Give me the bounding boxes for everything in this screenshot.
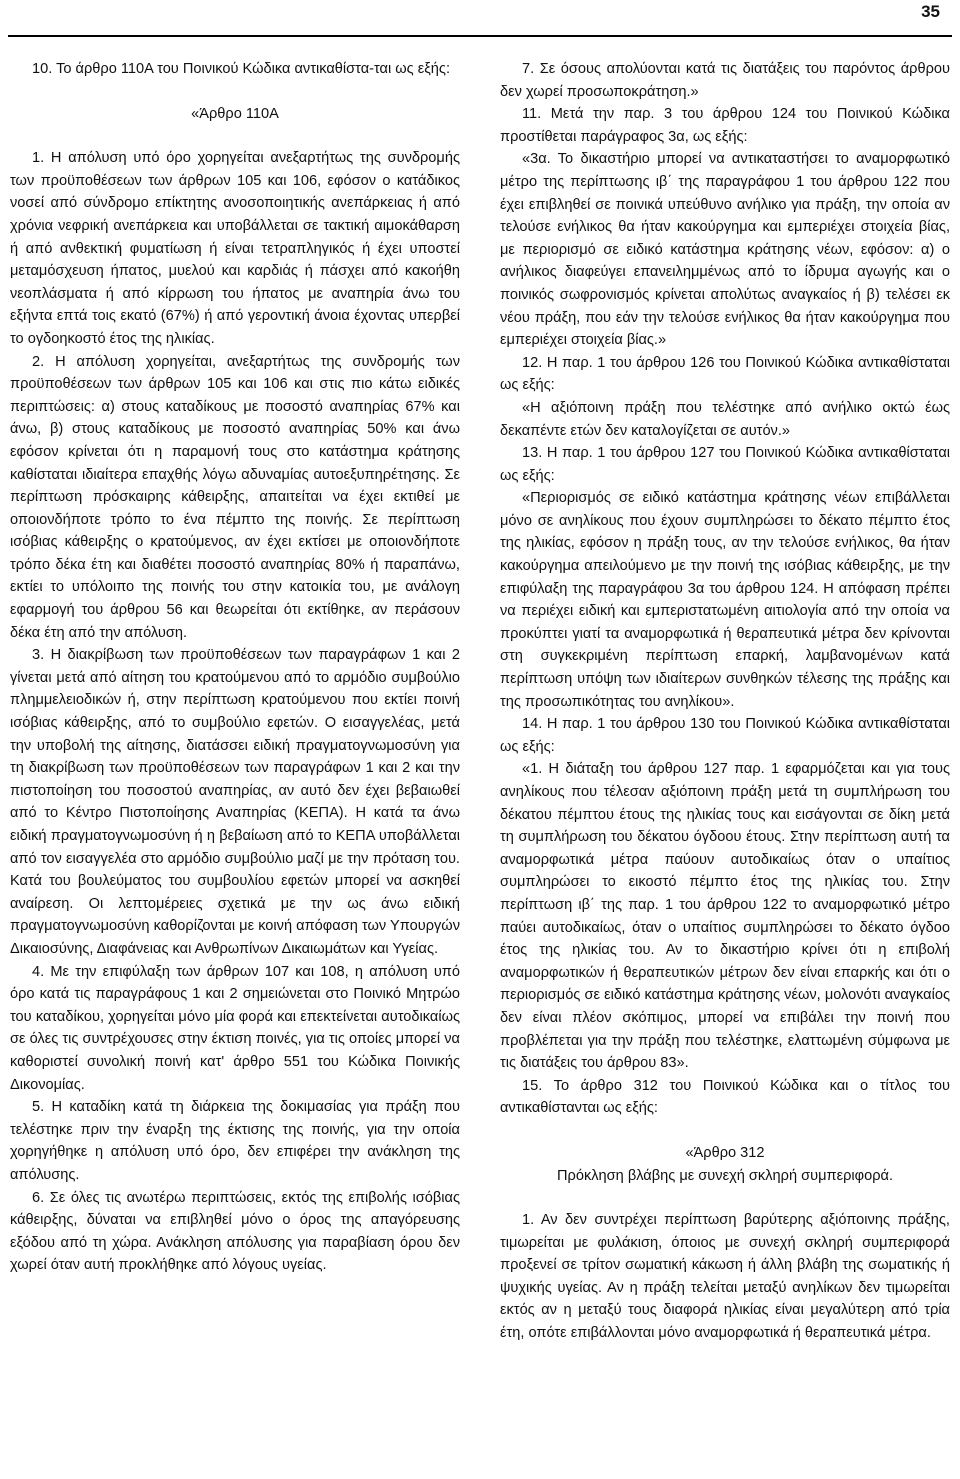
left-column-paragraph: 10. Το άρθρο 110Α του Ποινικού Κώδικα αντικαθίστα-ται ως εξής: — [32, 61, 451, 77]
right-column-paragraph: 7. Σε όσους απολύονται κατά τις διατάξεις του παρόντος άρθρου δεν χωρεί προσωποκράτηση.» — [500, 61, 950, 100]
right-column-paragraph: 14. Η παρ. 1 του άρθρου 130 του Ποινικού Κώδικα αντικαθίσταται ως εξής: — [500, 716, 950, 755]
right-column-paragraph: «Περιορισμός σε ειδικό κατάστημα κράτησης νέων επιβάλλεται μόνο σε ανηλίκους που έχουν συμπληρώσει το δέκατο πέμπτο έτος της ηλικίας, εφόσον η πράξη τους, αν την τελούσε ενήλικος, θα ήταν κακούργημα απειλούμενο με την ποινή της ισόβιας κάθειρξης, με την επιφύλαξη της παραγράφου 3α του άρθρου 124. Η απόφαση πρέπει να περιέχει ειδική και εμπεριστατωμένη αιτιολογία από την οποία να προκύπτει γιατί τα αναμορφωτικά ή θεραπευτικά μέτρα δεν κρίνονται στη συγκεκριμένη περίπτωση επαρκή, λαμβανομένων κατά περίπτωση υπόψη των ιδιαίτερων συνθηκών τέλεσης της πράξης και της προσωπικότητας του ανηλίκου». — [500, 490, 950, 710]
left-column-paragraph: 4. Με την επιφύλαξη των άρθρων 107 και 108, η απόλυση υπό όρο κατά τις παραγράφους 1 και 2 σημειώνεται στο Ποινικό Μητρώο του καταδίκου, χορηγείται μόνο μία φορά και επεκτείνεται αυτοδικαίως σε όλες τις συντρέχουσες στην έκτιση ποινές, για τις οποίες μπορεί να καθοριστεί συνολική ποινή κατ' άρθρο 551 του Κώδικα Ποινικής Δικονομίας. — [10, 963, 460, 1093]
right-column — [500, 58, 950, 1345]
left-column — [10, 58, 460, 1277]
left-column-paragraph: 2. Η απόλυση χορηγείται, ανεξαρτήτως της συνδρομής των προϋποθέσεων των άρθρων 105 και 106 και στις πιο κάτω ειδικές περιπτώσεις: α) στους καταδίκους με ποσοστό αναπηρίας 67% και άνω, β) στους καταδίκους με ποσοστό αναπηρίας 50% και άνω εφόσον κρίνεται ότι η παραμονή τους στο κατάστημα κράτησης καθίσταται ιδιαίτερα επαχθής λόγω αδυναμίας αυτοεξυπηρέτησης. Σε περίπτωση πρόσκαιρης κάθειρξης, απαιτείται να έχει εκτιθεί με οποιονδήποτε τρόπο το ένα πέμπτο της ποινής. Σε περίπτωση ισόβιας κάθειρξης ο κρατούμενος, αν έχει εκτίσει με οποιονδήποτε τρόπο δέκα έτη και διαθέτει ποσοστό αναπηρίας 80% ή παραπάνω, εκτίει το υπόλοιπο της ποινής του στην κατοικία του, με ανάλογη εφαρμογή του άρθρου 56 και θεωρείται ότι εκτίθηκε, αν περάσουν δέκα έτη από την απόλυση. — [10, 353, 460, 641]
right-column-paragraph: 11. Μετά την παρ. 3 του άρθρου 124 του Ποινικού Κώδικα προστίθεται παράγραφος 3α, ως εξής: — [500, 106, 950, 145]
right-column-paragraph: 12. Η παρ. 1 του άρθρου 126 του Ποινικού Κώδικα αντικαθίσταται ως εξής: — [500, 354, 950, 394]
right-column-paragraph: «3α. Το δικαστήριο μπορεί να αντικαταστήσει το αναμορφωτικό μέτρο της περίπτωσης ιβ΄ της παραγράφου 1 του άρθρου 122 που έχει επιβληθεί σε ποινικά υπεύθυνο ανήλικο για πράξη, την οποία αν τελούσε ενήλικος θα ήταν κακούργημα και εμπεριέχει στοιχεία βίας, με περιορισμό σε ειδικό κατάστημα κράτησης νέων, εφόσον: α) ο ανήλικος διαφεύγει επανειλημμένως από το ίδρυμα αγωγής και ο ποινικός σωφρονισμός κρίνεται απολύτως αναγκαίος ή β) τελέσει εκ νέου πράξη, που εάν την τελούσε ενήλικος θα ήταν κακούργημα που εμπεριέχει στοιχεία βίας.» — [500, 151, 950, 349]
left-column-paragraph: 5. Η καταδίκη κατά τη διάρκεια της δοκιμασίας για πράξη που τελέστηκε πριν την έναρξη της έκτισης της ποινής, για την οποία χορηγήθηκε η απόλυση υπό όρο, δεν επιφέρει την ανάκληση της απόλυσης. — [10, 1099, 460, 1183]
left-column-paragraph: 1. Η απόλυση υπό όρο χορηγείται ανεξαρτήτως της συνδρομής των προϋποθέσεων των άρθρων 105 και 106, εφόσον ο κατάδικος νοσεί από σύνδρομο επίκτητης ανοσοποιητικής ανεπάρκειας ή από χρόνια νεφρική ανεπάρκεια και υποβάλλεται σε τακτική αιμοκάθαρση ή από ανθεκτική φυματίωση ή είναι τετραπληγικός ή έχει υποστεί μεταμόσχευση ήπατος, μυελού και καρδιάς ή πάσχει από κακοήθη νεοπλάσματα ή από κίρρωση του ήπατος με αναπηρία άνω του εξήντα επτά τοις εκατό (67%) ή από γεροντική άνοια έχοντας υπερβεί το ογδοηκοστό έτος της ηλικίας. — [10, 150, 460, 347]
left-column-paragraph: «Άρθρο 110Α — [191, 105, 279, 122]
right-column-paragraph: «Η αξιόποινη πράξη που τελέστηκε από ανήλικο οκτώ έως δεκαπέντε ετών δεν καταλογίζεται σε αυτόν.» — [500, 399, 950, 439]
left-column-paragraph: 6. Σε όλες τις ανωτέρω περιπτώσεις, εκτός της επιβολής ισόβιας κάθειρξης, δύναται να επιβληθεί μόνο ο όρος της απαγόρευσης εξόδου από τη χώρα. Ανάκληση απόλυσης για παραβίαση όρου δεν χωρεί όταν αυτή προκλήθηκε από λόγους υγείας. — [10, 1189, 460, 1274]
header-rule — [8, 35, 952, 37]
right-column-paragraph: 1. Αν δεν συντρέχει περίπτωση βαρύτερης αξιόποινης πράξης, τιμωρείται με φυλάκιση, όποιος με συνεχή σκληρή συμπεριφορά προξενεί σε τρίτον σωματική κάκωση ή άλλη βλάβη της σωματικής ή ψυχικής υγείας. Αν η πράξη τελείται μεταξύ ανηλίκων δεν τιμωρείται εκτός αν η μεταξύ τους διαφορά ηλικίας είναι μεγαλύτερη από τρία έτη, οπότε επιβάλλονται μόνο αναμορφωτικά ή θεραπευτικά μέτρα. — [500, 1212, 950, 1342]
right-column-paragraph: «Άρθρο 312 — [685, 1144, 765, 1161]
right-column-paragraph: Πρόκληση βλάβης με συνεχή σκληρή συμπεριφορά. — [556, 1167, 894, 1184]
right-column-paragraph: 13. Η παρ. 1 του άρθρου 127 του Ποινικού Κώδικα αντικαθίσταται ως εξής: — [500, 445, 950, 484]
left-column-paragraph: 3. Η διακρίβωση των προϋποθέσεων των παραγράφων 1 και 2 γίνεται μετά από αίτηση του κρατούμενου από το αρμόδιο συμβούλιο πλημμελειοδικών ή, στην περίπτωση κρατούμενου που εκτίει ποινή ισόβιας κάθειρξης, από το συμβούλιο εφετών. Ο εισαγγελέας, μετά την υποβολή της αίτησης, διατάσσει ειδική πραγματογνωμοσύνη για τη διακρίβωση των προϋποθέσεων των παραγράφων 1 και 2 και την πιστοποίηση του ποσοστού αναπηρίας, αν αυτό δεν έχει βεβαιωθεί από το Κέντρο Πιστοποίησης Αναπηρίας (ΚΕΠΑ). Η κατά τα άνω ειδική πραγματογνωμοσύνη ή η βεβαίωση από το ΚΕΠΑ υποβάλλεται από τον εισαγγελέα στο αρμόδιο συμβούλιο μαζί με την πρόταση του. Κατά του βουλεύματος του συμβουλίου εφετών μπορεί να ασκηθεί αναίρεση. Οι λεπτομέρειες σχετικά με την ως άνω ειδική πραγματογνωμοσύνη καθορίζονται με κοινή απόφαση των Υπουργών Δικαιοσύνης, Διαφάνειας και Ανθρωπίνων Δικαιωμάτων και Υγείας. — [10, 647, 460, 957]
right-column-paragraph: «1. Η διάταξη του άρθρου 127 παρ. 1 εφαρμόζεται και για τους ανηλίκους που τέλεσαν αξιόποινη πράξη μετά τη συμπλήρωση του δέκατου πέμπτου έτους της ηλικίας τους και εισάγονται σε δίκη μετά τη συμπλήρωση του δέκατου όγδοου έτους. Στην περίπτωση αυτή τα αναμορφωτικά μέτρα παύουν αυτοδικαίως όταν ο υπαίτιος συμπληρώσει το εικοστό πέμπτο έτος της ηλικίας του. Στην περίπτωση ιβ΄ της παρ. 1 του άρθρου 122 το αναμορφωτικό μέτρο παύει αυτοδικαίως, όταν ο υπαίτιος συμπληρώσει το δέκατο όγδοο έτος της ηλικίας του. Αν το δικαστήριο κρίνει ότι η επιβολή αναμορφωτικών ή θεραπευτικών μέτρων δεν είναι επαρκής και ότι ο περιορισμός σε ειδικό κατάστημα κράτησης νέων, μολονότι αναγκαίος δεν είναι πλέον σκόπιμος, μπορεί να επιβάλει την ποινή που προβλέπεται για την πράξη που τελέστηκε, ελαττωμένη σύμφωνα με τις διατάξεις του άρθρου 83». — [500, 761, 950, 1072]
page-number: 35 — [921, 2, 940, 21]
right-column-paragraph: 15. Το άρθρο 312 του Ποινικού Κώδικα και ο τίτλος του αντικαθίστανται ως εξής: — [500, 1077, 950, 1117]
